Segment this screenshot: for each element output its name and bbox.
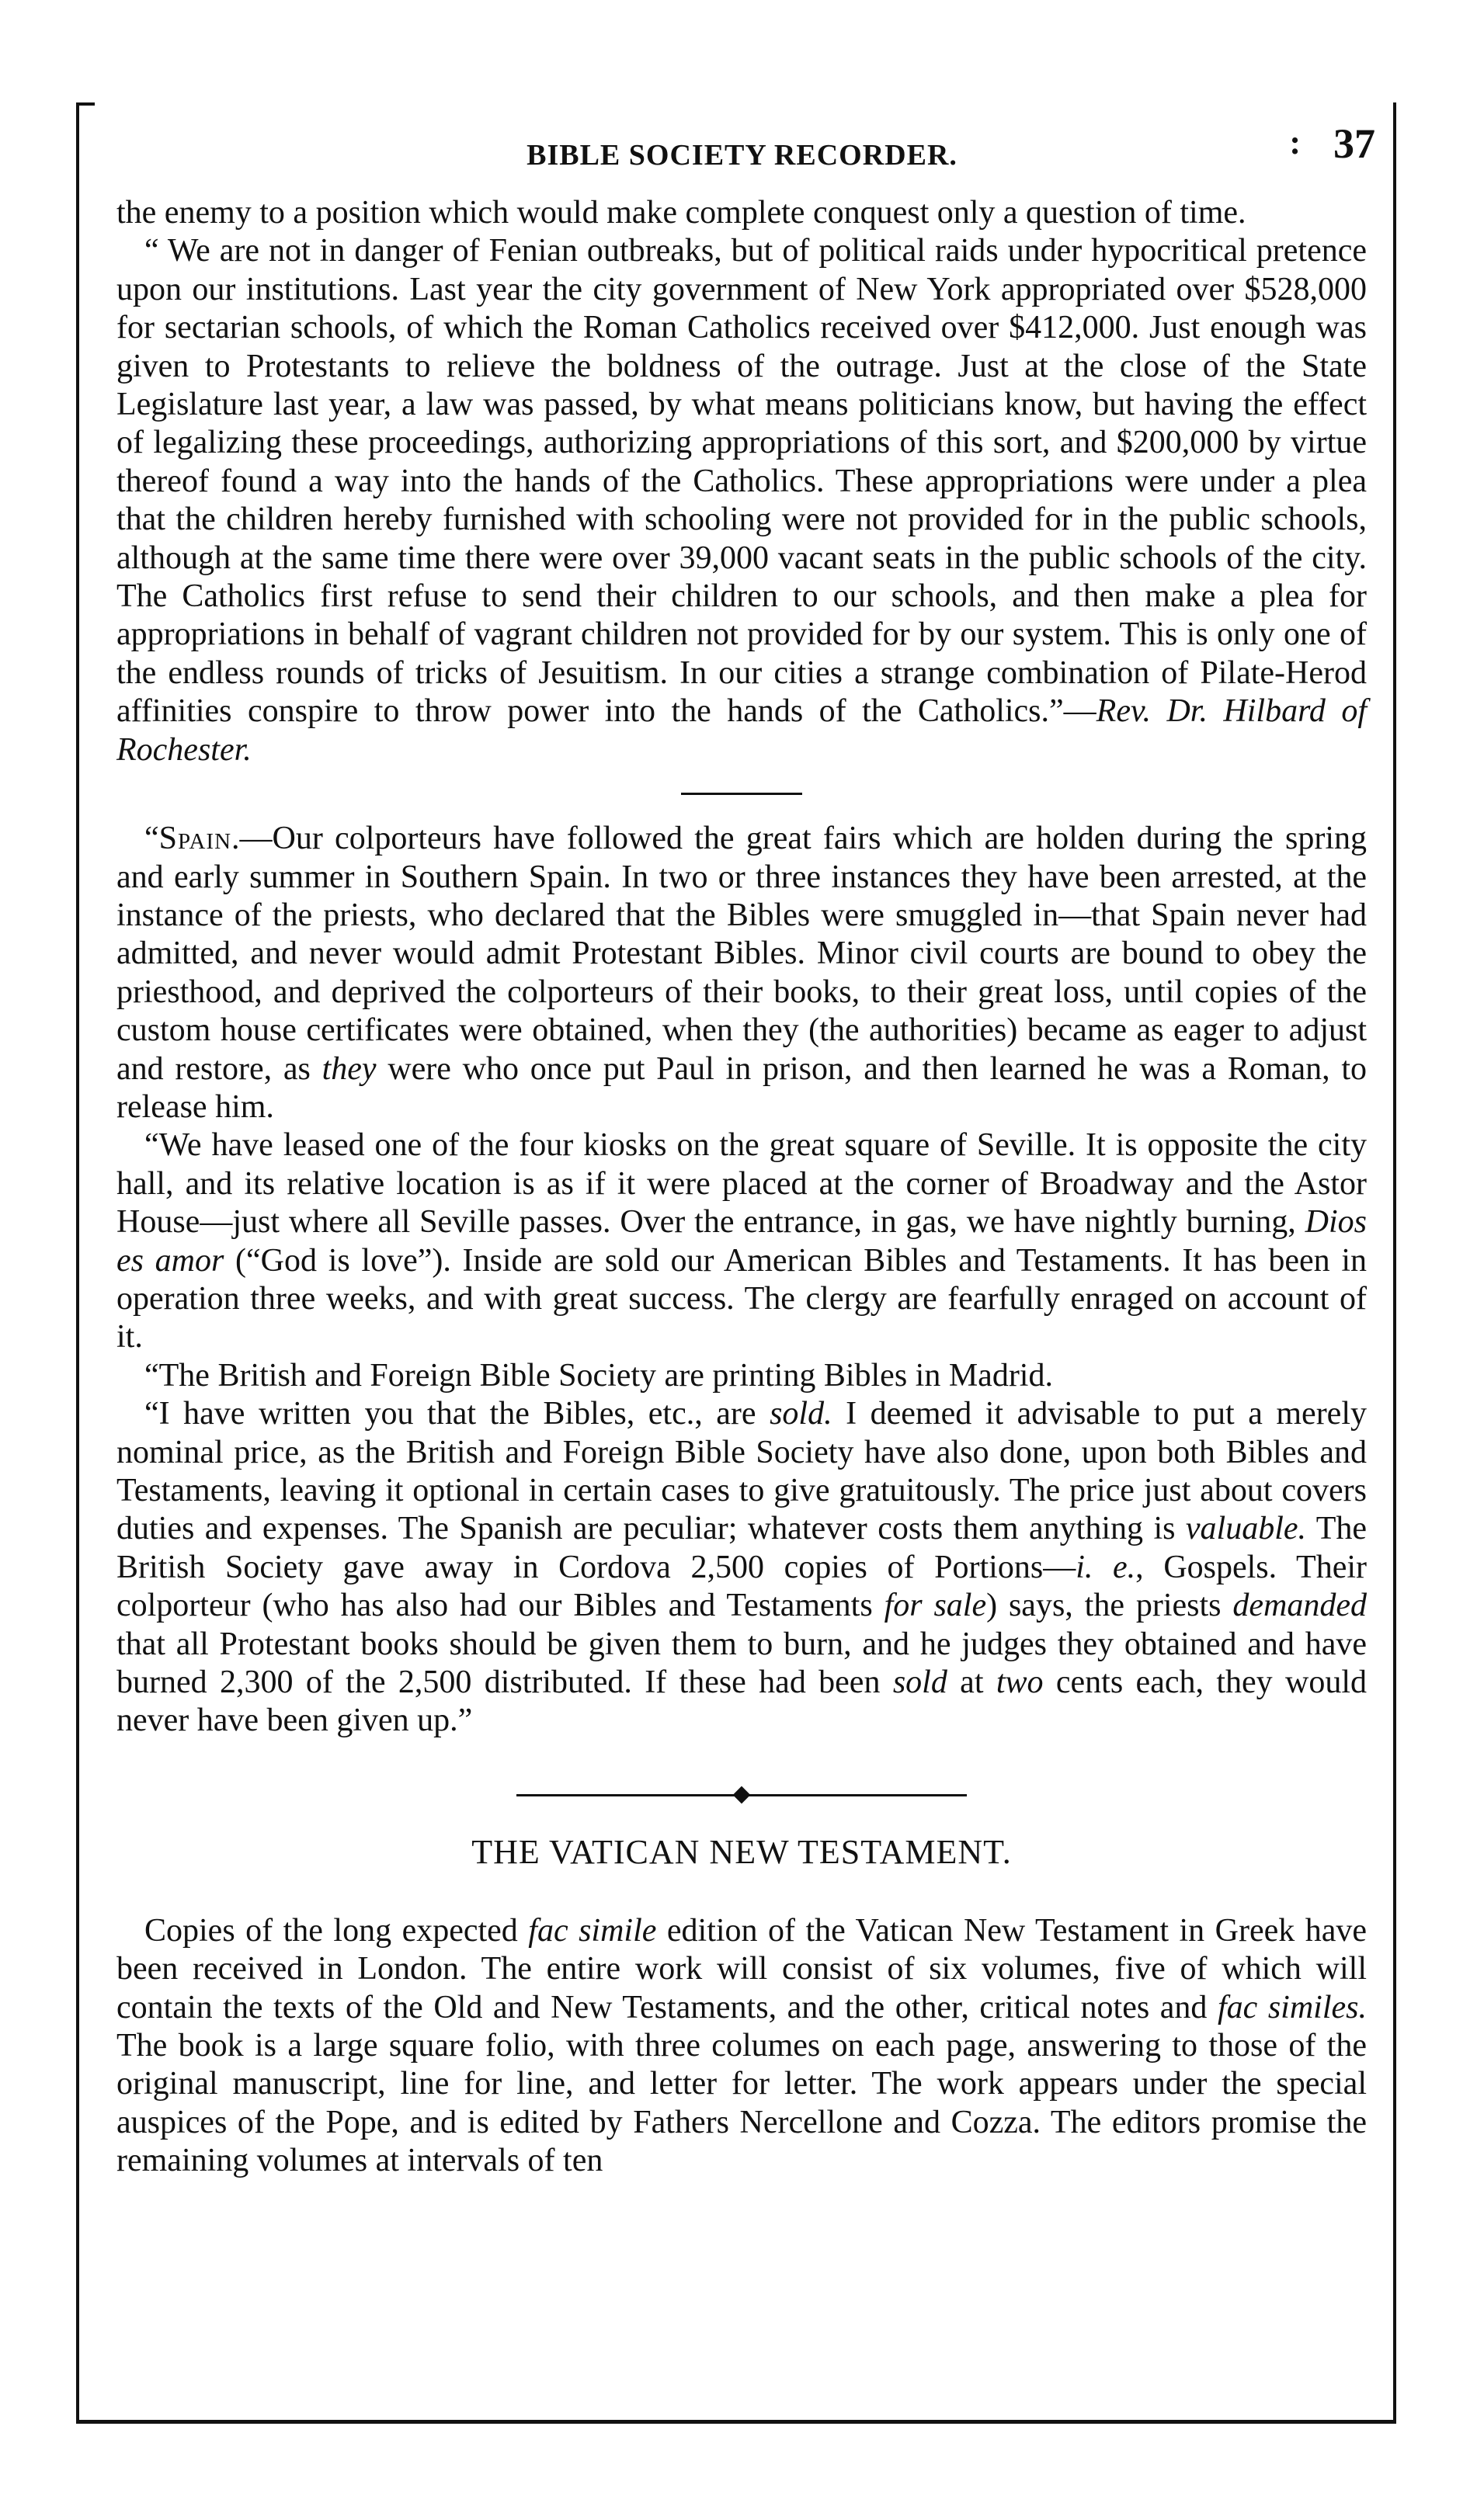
section-divider-rule xyxy=(681,793,802,795)
sold-emphasis-sold: sold. xyxy=(770,1396,832,1432)
spain-label: Spain xyxy=(158,821,232,857)
fenian-quote-text: “ We are not in danger of Fenian outbreaks, but of political raids under hypocritical pretence upon our institutions. Last year the city government of New York appropriated over $528,000 for sectarian schools, of which the Roman Catholics received over $412,000. Just enough was given to Protestants to relieve the boldness of the outrage. Just at the close of the State Legislature last year, a law was passed, by what means politicians know, but having the effect of legalizing these proceedings, authorizing appropriations of this sort, and $200,000 by virtue thereof found a way into the hands of the Catholics. These appropriations were under a plea that the children hereby furnished with schooling were not provided for in the public schools, although at the same time there were over 39,000 vacant seats in the public schools of the city. The Catholics first refuse to send their children to our schools, and then make a plea for appropriations in behalf of vagrant children not provided for by our system. This is only one of the endless rounds of tricks of Jesuitism. In our cities a strange combination of Pilate-Herod affinities conspire to throw power into the hands of the Catholics.”— xyxy=(116,233,1367,730)
page-body xyxy=(116,194,1367,2181)
vatican-text-b: edition of the Vatican New Testament in Greek have been received in London. The entire work will consist of six volumes, five of which will contain the texts of the Old and New Testaments, and the other, critical notes and xyxy=(116,1912,1367,2025)
sold-emphasis-valuable: valuable. xyxy=(1185,1511,1307,1547)
page-header xyxy=(109,115,1375,185)
vatican-emphasis-fac-simile: fac simile xyxy=(528,1912,657,1949)
sold-text-g: at xyxy=(947,1664,996,1701)
paragraph-vatican xyxy=(116,1912,1367,2181)
paragraph-continued: the enemy to a position which would make complete conquest only a question of time. xyxy=(116,195,1246,231)
sold-text-d: , Gospels. Their colporteur (who has also had our Bibles and Testaments xyxy=(116,1549,1367,1624)
spain-intro-emphasis: they xyxy=(321,1050,377,1087)
sold-emphasis-demanded: demanded xyxy=(1232,1588,1367,1624)
sold-text-a: “I have written you that the Bibles, etc., are xyxy=(144,1396,770,1432)
seville-text-a: “We have leased one of the four kiosks on the great square of Seville. It is opposite the city hall, and its relative location is as if it were placed at the corner of Broadway and the Astor House—just where all Seville passes. Over the entrance, in gas, we have nightly burning, xyxy=(116,1127,1367,1241)
sold-text-c: The British Society gave away in Cordova 2,500 copies of Portions— xyxy=(116,1511,1368,1585)
sold-emphasis-sold-2: sold xyxy=(892,1664,947,1701)
sold-text-b: I deemed it advisable to put a merely nominal price, as the British and Foreign Bible Society have also done, upon both Bibles and Testaments, leaving it optional in certain cases to give gratuitously. The price just about covers duties and expenses. The Spanish are peculiar; whatever costs them anything is xyxy=(116,1396,1367,1547)
paragraph-madrid: “The British and Foreign Bible Society are printing Bibles in Madrid. xyxy=(144,1357,1053,1394)
paragraph-fenian-quote xyxy=(116,232,1367,769)
paragraph-seville-kiosk xyxy=(116,1126,1367,1356)
sold-text-f: that all Protestant books should be given them to burn, and he judges they obtained and have burned 2,300 of the 2,500 distributed. If these had been xyxy=(116,1626,1367,1701)
seville-motto: Dios es amor xyxy=(116,1204,1367,1279)
spain-intro-tail: were who once put Paul in prison, and then learned he was a Roman, to release him. xyxy=(116,1050,1367,1125)
seville-text-b: (“God is love”). Inside are sold our American Bibles and Testaments. It has been in operation three weeks, and with great success. The clergy are fearfully enraged on account of it. xyxy=(116,1242,1367,1355)
ornament-diamond-icon xyxy=(733,1786,751,1804)
sold-text-h: cents each, they would never have been given up.” xyxy=(116,1664,1367,1739)
vatican-text-c: The book is a large square folio, with three columes on each page, answering to those of the original manuscript, line for line, and letter for letter. The work appears under the special auspices of the Pope, and is edited by Fathers Nercellone and Cozza. The editors promise the remaining volumes at intervals of ten xyxy=(116,2028,1367,2179)
colon-mark: : xyxy=(1289,123,1301,161)
running-head: BIBLE SOCIETY RECORDER. xyxy=(527,139,957,172)
page-number: 37 xyxy=(1333,120,1375,167)
sold-emphasis-two: two xyxy=(996,1664,1044,1701)
paragraph-bibles-sold xyxy=(116,1395,1367,1741)
section-ornament-divider xyxy=(516,1787,967,1803)
sold-text-e: ) says, the priests xyxy=(986,1588,1233,1624)
vatican-section-title: THE VATICAN NEW TESTAMENT. xyxy=(471,1832,1012,1871)
paragraph-spain-intro xyxy=(116,820,1367,1126)
spain-open-quote: “ xyxy=(144,821,159,857)
fenian-quote-attribution: Rev. Dr. Hilbard of Rochester. xyxy=(116,693,1367,768)
vatican-text-a: Copies of the long expected xyxy=(144,1912,529,1949)
page-border-top-mark xyxy=(76,102,95,106)
sold-emphasis-for-sale: for sale xyxy=(884,1588,987,1624)
vatican-emphasis-fac-similes: fac similes. xyxy=(1217,1989,1367,2025)
sold-emphasis-ie: i. e. xyxy=(1076,1549,1136,1585)
spain-intro-text: .—Our colporteurs have followed the great fairs which are holden during the spring and early summer in Southern Spain. In two or three instances they have been arrested, at the instance of the priests, who declared that the Bibles were smuggled in—that Spain never had admitted, and never would admit Protestant Bibles. Minor civil courts are bound to obey the priesthood, and deprived the colporteurs of their books, to their great loss, until copies of the custom house certificates were obtained, when they (the authorities) became as eager to adjust and restore, as xyxy=(116,821,1367,1087)
